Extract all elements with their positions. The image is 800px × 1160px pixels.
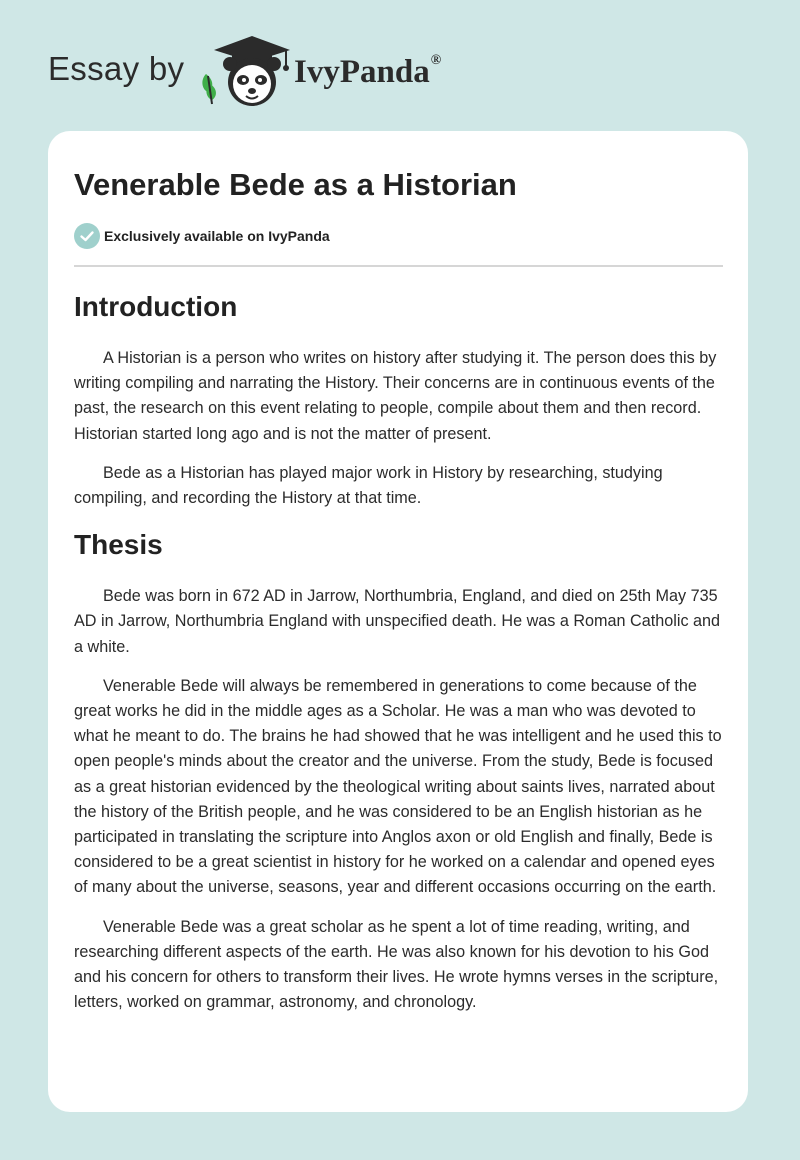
brand-name[interactable]: IvyPanda® — [294, 53, 442, 90]
trademark-mark: ® — [430, 53, 442, 68]
paragraph: Bede was born in 672 AD in Jarrow, Northumbria, England, and died on 25th May 735 AD in Jarrow, Northumbria England with unspecified death. He was a Roman Catholic and a white. — [74, 587, 721, 656]
exclusive-badge-label: Exclusively available on IvyPanda — [104, 228, 330, 244]
paragraph: A Historian is a person who writes on history after studying it. The person does this by writing compiling and narrating the History. Their concerns are in continuous events of the past, the research on this event relating to people, compile about them and then record. Historian started long ago and is not the matter of present. — [74, 349, 717, 443]
site-header — [0, 0, 800, 130]
title-divider — [74, 265, 723, 267]
paragraph: Bede as a Historian has played major work in History by researching, studying compiling, and recording the History at that time. — [74, 463, 663, 508]
essay-card — [48, 131, 748, 1112]
paragraph: Venerable Bede will always be remembered in generations to come because of the great works he did in the middle ages as a Scholar. He was a man who was devoted to what he meant to do. The brains he had showed that he was intelligent and he used this to open people's minds about the creator and the universe. From the study, Bede is focused as a great historian evidenced by the theological writing about saints lives, narrated about the history of the British people, and he was considered to be an English historian as he participated in translating the scripture into Anglos axon or old English and finally, Bede is considered to be a great scientist in history for he worked on a calendar and opened eyes of many about the universe, seasons, year and different occasions occurring on the earth. — [74, 676, 722, 897]
check-circle-icon — [74, 223, 100, 249]
paragraph: Venerable Bede was a great scholar as he spent a lot of time reading, writing, and researching different aspects of the earth. He was also known for his devotion to his God and his concern for others to transform their lives. He wrote hymns verses in the scripture, letters, worked on grammar, astronomy, and chronology. — [74, 917, 719, 1012]
panda-logo-icon[interactable] — [198, 30, 294, 110]
page-title: Venerable Bede as a Historian — [74, 167, 517, 202]
exclusive-badge — [74, 223, 722, 249]
section-heading-thesis: Thesis — [74, 529, 163, 561]
section-heading-introduction: Introduction — [74, 291, 238, 322]
essay-by-label: Essay by — [48, 50, 185, 87]
